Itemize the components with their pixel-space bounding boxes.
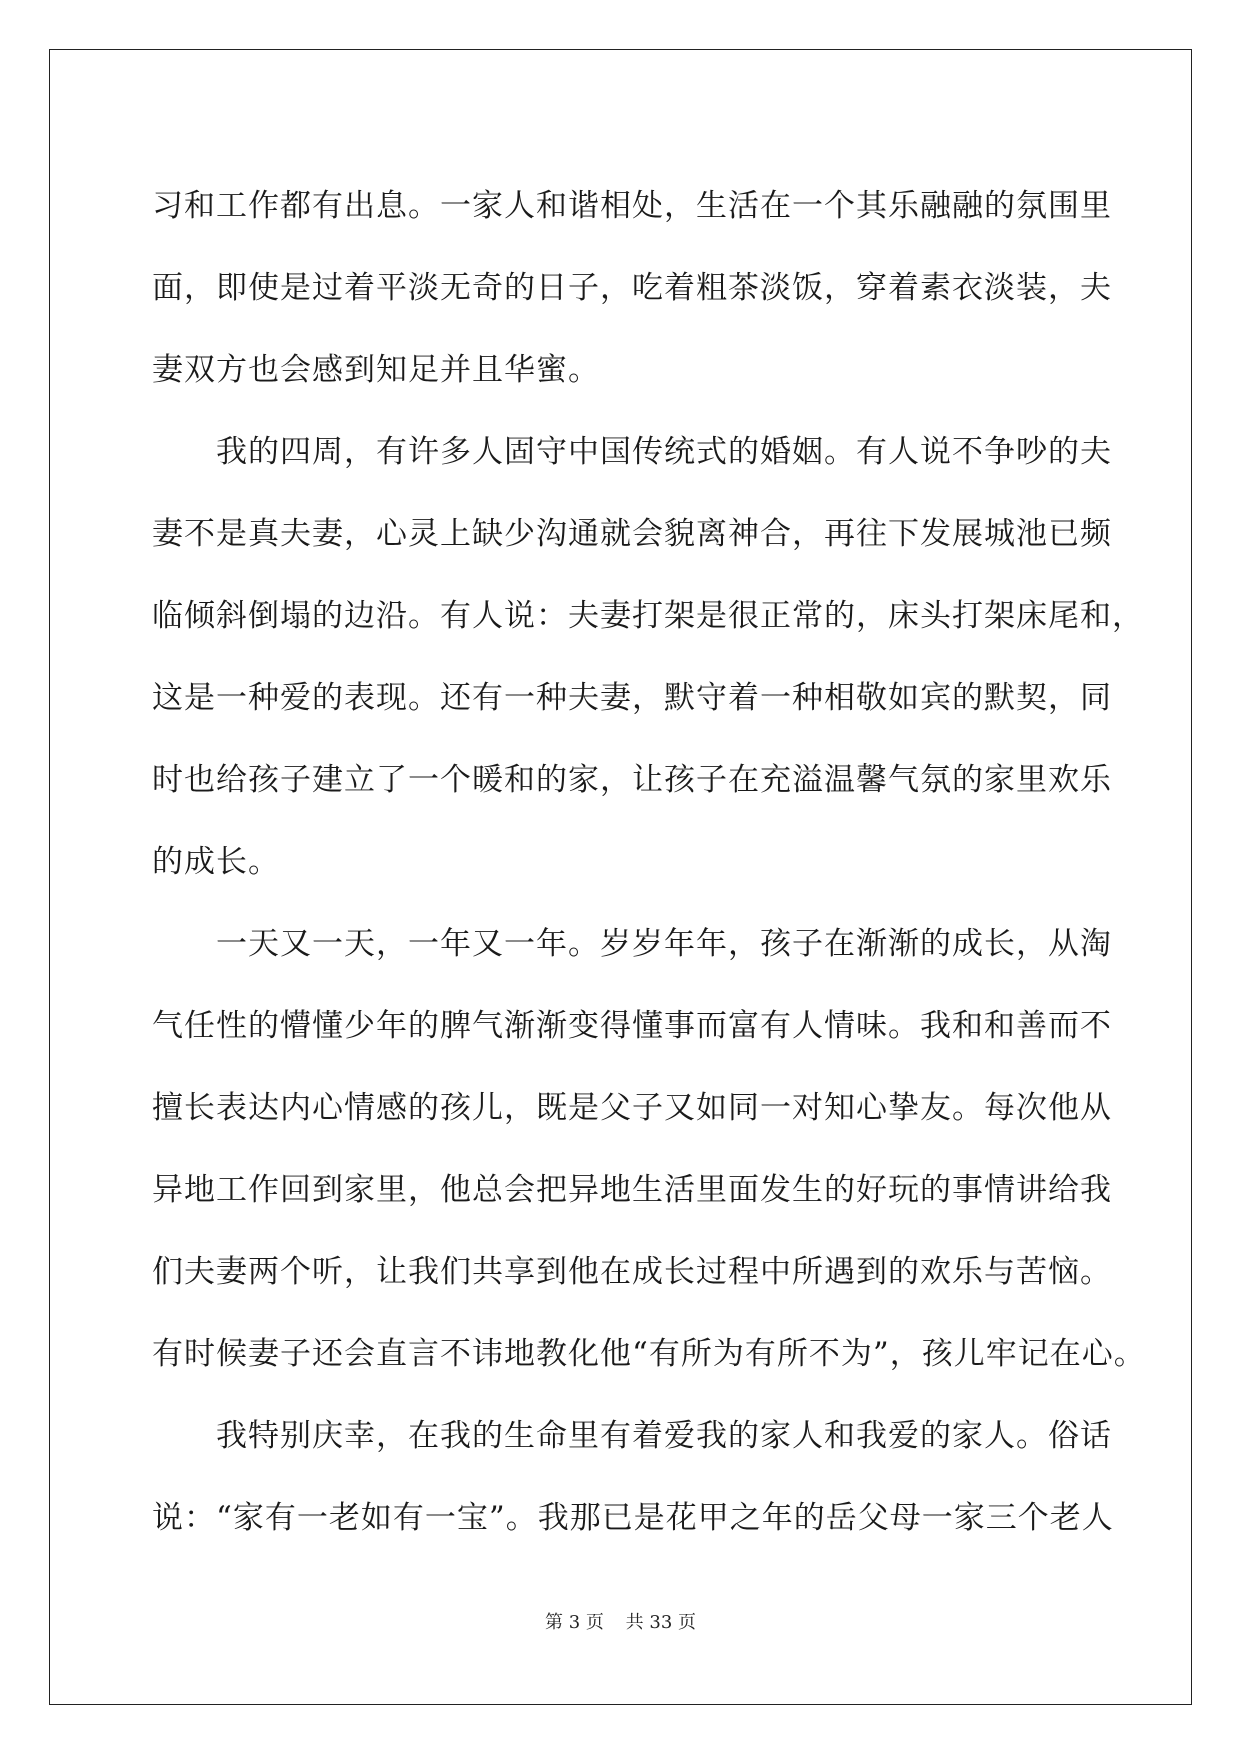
text-line: 有时候妻子还会直言不讳地教化他“有所为有所不为”，孩儿牢记在心。	[152, 1336, 1146, 1372]
text-line: 妻双方也会感到知足并且华蜜。	[152, 352, 600, 388]
page-number: 第 3 页	[545, 1612, 604, 1633]
text-line: 临倾斜倒塌的边沿。有人说：夫妻打架是很正常的，床头打架床尾和，	[152, 598, 1144, 634]
text-line: 们夫妻两个听，让我们共享到他在成长过程中所遇到的欢乐与苦恼。	[152, 1254, 1112, 1290]
text-line: 这是一种爱的表现。还有一种夫妻，默守着一种相敬如宾的默契，同	[152, 680, 1112, 716]
page-total: 共 33 页	[625, 1612, 696, 1633]
text-line: 一天又一天，一年又一年。岁岁年年，孩子在渐渐的成长，从淘	[152, 926, 1112, 962]
text-line: 我特别庆幸，在我的生命里有着爱我的家人和我爱的家人。俗话	[152, 1418, 1112, 1454]
text-line: 习和工作都有出息。一家人和谐相处，生活在一个其乐融融的氛围里	[152, 188, 1112, 224]
text-line: 气任性的懵懂少年的脾气渐渐变得懂事而富有人情味。我和和善而不	[152, 1008, 1112, 1044]
text-line: 擅长表达内心情感的孩儿，既是父子又如同一对知心挚友。每次他从	[152, 1090, 1112, 1126]
text-line: 说：“家有一老如有一宝”。我那已是花甲之年的岳父母一家三个老人	[152, 1500, 1114, 1536]
document-body	[152, 165, 1146, 1559]
page-footer	[0, 1608, 1241, 1634]
text-line: 时也给孩子建立了一个暖和的家，让孩子在充溢温馨气氛的家里欢乐	[152, 762, 1112, 798]
text-line: 异地工作回到家里，他总会把异地生活里面发生的好玩的事情讲给我	[152, 1172, 1112, 1208]
text-line: 面，即使是过着平淡无奇的日子，吃着粗茶淡饭，穿着素衣淡装，夫	[152, 270, 1112, 306]
text-line: 的成长。	[152, 844, 280, 880]
text-line: 我的四周，有许多人固守中国传统式的婚姻。有人说不争吵的夫	[152, 434, 1112, 470]
text-line: 妻不是真夫妻，心灵上缺少沟通就会貌离神合，再往下发展城池已频	[152, 516, 1112, 552]
